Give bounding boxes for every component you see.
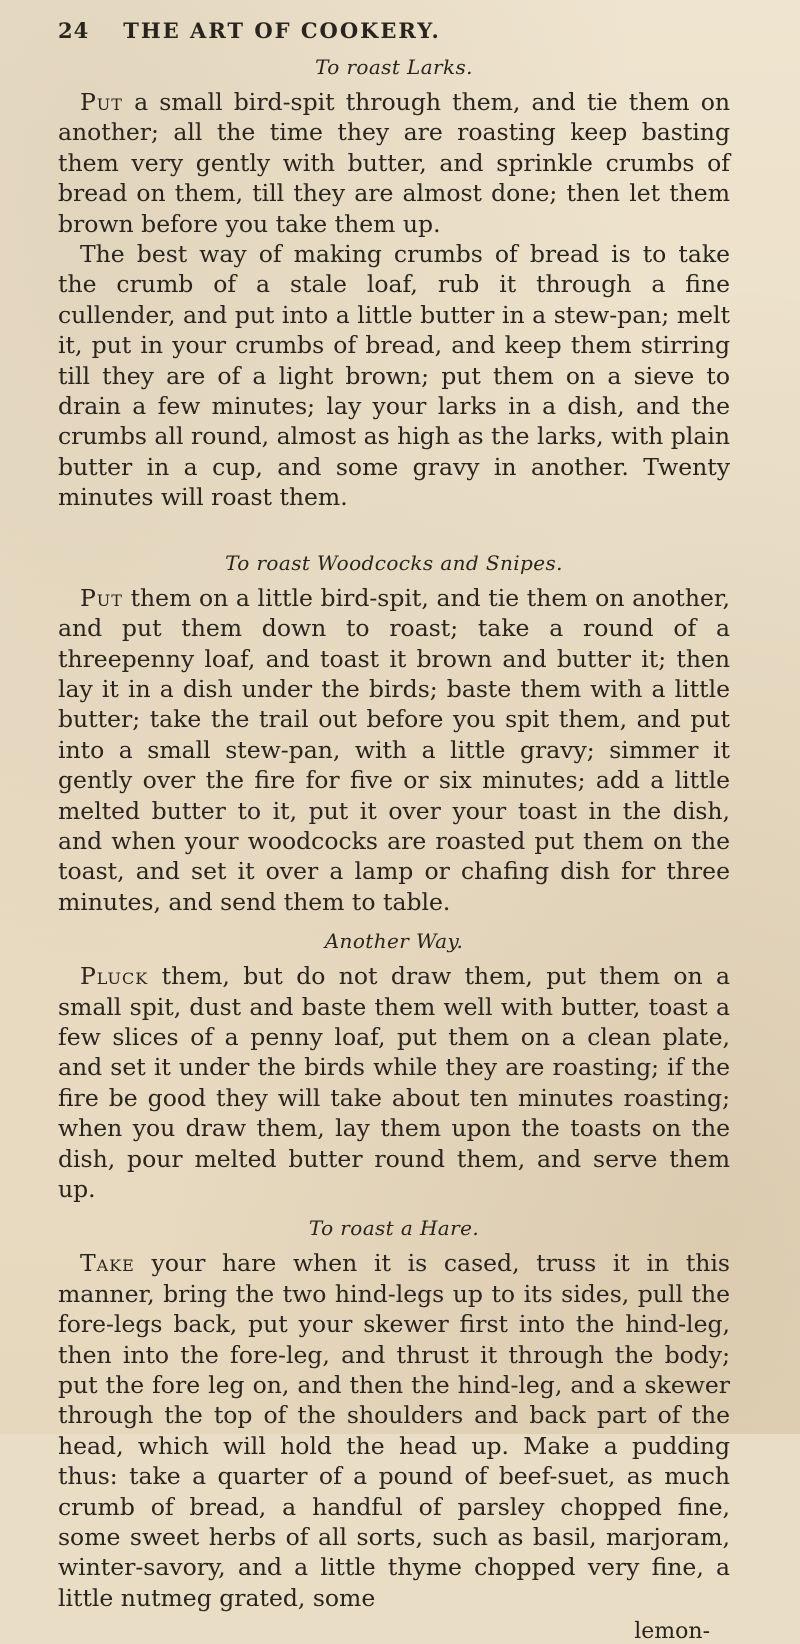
paragraph-first-word: Pluck (80, 962, 149, 991)
paragraph-text: your hare when it is cased, truss it in this manner, bring the two hind-legs up to its sides, pull the fore-legs back, put your skewer first into the hind-leg, then into the fore-leg, and thrust it through the body; put the fore leg on, and then the hind-leg, and a skewer through the top of the shoulders and back part of the head, which will hold the head up. Make a pudding thus: take a quarter of a pound of beef-suet, as much crumb of bread, a handful of parsley chopped fine, some sweet herbs of all sorts, such as basil, marjoram, winter-savory, and a little thyme chopped very fine, a little nutmeg grated, some (58, 1249, 730, 1612)
recipe-woodcocks (58, 551, 730, 917)
paragraph-text: best way of making crumbs of bread is to take the crumb of a stale loaf, rub it through a fine cullender, and put into a little butter in a stew-pan; melt it, put in your crumbs of bread, and keep them stirring till they are of a light brown; put them on a sieve to drain a few minutes; lay your larks in a dish, and the crumbs all round, almost as high as the larks, with plain butter in a cup, and some gravy in another. Twenty minutes will roast them. (58, 240, 730, 512)
paragraph-first-word: Take (80, 1249, 135, 1278)
section-title: To roast Larks. (315, 55, 473, 79)
paragraph-first-word: Put (80, 583, 123, 612)
paragraph (58, 239, 730, 513)
recipe-larks (58, 55, 730, 513)
paragraph-text: them on a little bird-spit, and tie them on another, and put them down to roast; take a round of a threepenny loaf, and toast it brown and butter it; then lay it in a dish under the birds; baste them with a little butter; take the trail out before you spit them, and put into a small stew-pan, with a little gravy; simmer it gently over the fire for five or six minutes; add a little melted butter to it, put it over your toast in the dish, and when your woodcocks are roasted put them on the toast, and set it over a lamp or chafing dish for three minutes, and send them to table. (58, 583, 730, 916)
page-number: 24 (58, 18, 90, 43)
section-title: To roast a Hare. (308, 1216, 480, 1241)
paragraph (58, 1248, 730, 1613)
paragraph (58, 961, 730, 1204)
paragraph-first-word: Put (80, 88, 123, 116)
page-header (58, 18, 730, 43)
paragraph-text: a small bird-spit through them, and tie them on another; all the time they are roasting keep basting them very gently with butter, and sprinkle crumbs of bread on them, till they are almost done; then let them brown before you take them up. (58, 88, 730, 238)
paragraph-first-word: The (80, 240, 125, 269)
catchword: lemon- (634, 1619, 710, 1644)
paragraph (58, 583, 730, 917)
running-title: THE ART OF COOKERY. (123, 18, 441, 43)
paragraph-text: them, but do not draw them, put them on a small spit, dust and baste them well with butter, toast a few slices of a penny loaf, put them on a clean plate, and set it under the birds while they are roasting; if the fire be good they will take about ten minutes roasting; when you draw them, lay them upon the toasts on the dish, pour melted butter round them, and serve them up. (58, 962, 730, 1203)
recipe-another-way (58, 929, 730, 1204)
section-title: To roast Woodcocks and Snipes. (225, 550, 563, 575)
section-title: Another Way. (324, 929, 464, 954)
paragraph (58, 87, 730, 239)
recipe-hare (58, 1216, 730, 1613)
